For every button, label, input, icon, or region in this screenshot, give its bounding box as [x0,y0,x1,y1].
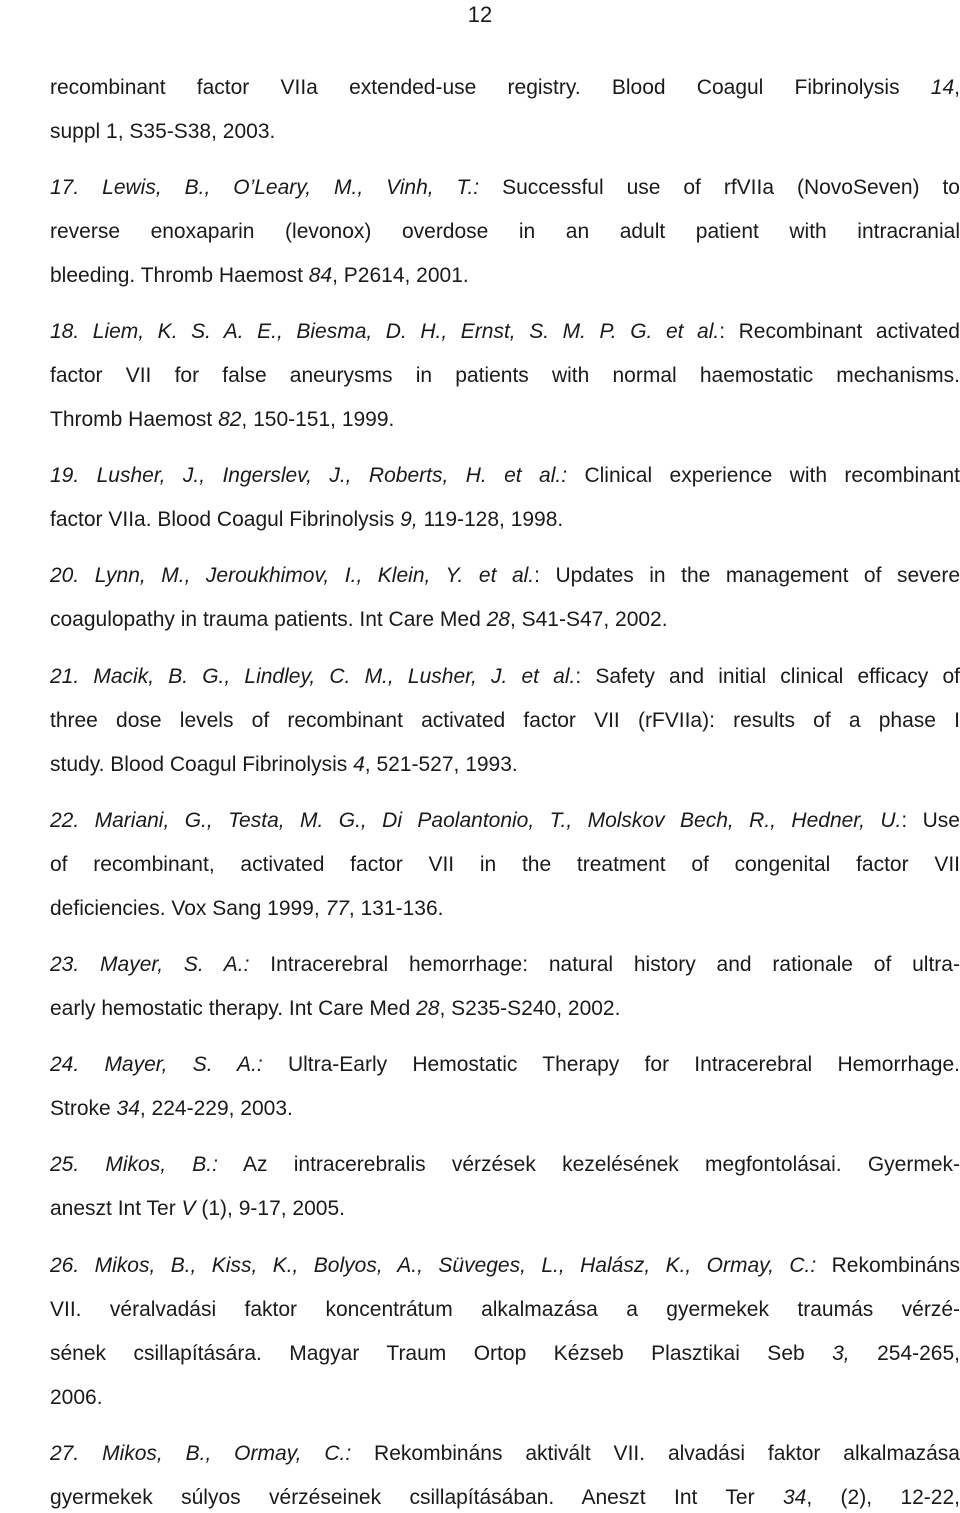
italic-text: 34 [782,1486,807,1509]
reference-line [50,1096,960,1122]
reference-line [50,1385,960,1411]
italic-text: 28 [416,997,440,1020]
reference-line [50,1152,960,1178]
text-run: , S41-S47, 2002. [509,608,668,631]
text-run: 254-265, [849,1342,960,1365]
text-run: Ultra-Early Hemostatic Therapy for Intracerebral Hemorrhage. [262,1053,960,1076]
italic-text: 9, [400,508,418,531]
text-run: suppl 1, S35-S38, 2003. [50,120,276,143]
reference-line [50,1341,960,1367]
text-run: sének csillapítására. Magyar Traum Ortop Kézseb Plasztikai Seb [50,1342,833,1365]
text-run: , 224-229, 2003. [139,1097,293,1120]
italic-text: 84 [308,264,333,287]
italic-text: 4 [353,753,365,776]
reference-line [50,752,960,778]
text-run: early hemostatic therapy. Int Care Med [50,997,417,1020]
text-run: Successful use of rfVIIa (NovoSeven) to [479,176,960,199]
reference-line [50,319,960,345]
text-run: bleeding. Thromb Haemost [50,264,309,287]
text-run: Intracerebral hemorrhage: natural history and rationale of ultra- [249,953,960,976]
italic-text: 24. Mayer, S. A.: [50,1053,263,1076]
text-run: gyermekek súlyos vérzéseinek csillapításában. Aneszt Int Ter [50,1486,783,1509]
reference-line [50,664,960,690]
text-run: , 521-527, 1993. [364,753,518,776]
text-run: factor VII for false aneurysms in patients with normal haemostatic mechanisms. [50,364,960,387]
italic-text: 28 [486,608,510,631]
reference-line [50,1297,960,1323]
text-run: , S235-S240, 2002. [439,997,621,1020]
italic-text: 25. Mikos, B.: [50,1153,218,1176]
italic-text: 77 [325,897,349,920]
reference-line [50,607,960,633]
text-run: of recombinant, activated factor VII in the treatment of congenital factor VII [50,853,960,876]
reference-line [50,708,960,734]
reference-line [50,563,960,589]
text-run: Rekombináns aktivált VII. alvadási faktor alkalmazása [351,1442,960,1465]
reference-line [50,1441,960,1467]
text-run: aneszt Int Ter [50,1197,182,1220]
italic-text: 18. Liem, K. S. A. E., Biesma, D. H., Ernst, S. M. P. G. et al. [50,320,720,343]
text-run: reverse enoxaparin (levonox) overdose in an adult patient with intracranial [50,220,960,243]
italic-text: 14 [930,76,955,99]
italic-text: 21. Macik, B. G., Lindley, C. M., Lusher, J. et al. [50,665,576,688]
reference-line [50,1253,960,1279]
reference-line [50,363,960,389]
text-run: study. Blood Coagul Fibrinolysis [50,753,354,776]
italic-text: 22. Mariani, G., Testa, M. G., Di Paolantonio, T., Molskov Bech, R., Hedner, U. [50,809,902,832]
reference-line [50,407,960,433]
text-run: : Updates in the management of severe [534,564,960,587]
text-run: deficiencies. Vox Sang 1999, [50,897,326,920]
reference-line [50,996,960,1022]
reference-line [50,507,960,533]
text-run: three dose levels of recombinant activated factor VII (rFVIIa): results of a phase I [50,709,960,732]
reference-line [50,463,960,489]
reference-line [50,896,960,922]
text-run: , [954,76,960,99]
text-run: VII. véralvadási faktor koncentrátum alkalmazása a gyermekek traumás vérzé- [50,1298,960,1321]
text-run: Stroke [50,1097,117,1120]
italic-text: 26. Mikos, B., Kiss, K., Bolyos, A., Süveges, L., Halász, K., Ormay, C.: [50,1254,817,1277]
text-run: , 150-151, 1999. [241,408,395,431]
reference-line [50,852,960,878]
reference-line [50,75,960,101]
italic-text: 34 [116,1097,140,1120]
italic-text: 27. Mikos, B., Ormay, C.: [50,1442,352,1465]
text-run: Clinical experience with recombinant [567,464,960,487]
page-number: 12 [467,2,493,27]
text-run: Az intracerebralis vérzések kezelésének megfontolásai. Gyermek- [217,1153,960,1176]
text-run: (1), 9-17, 2005. [195,1197,345,1220]
reference-line [50,952,960,978]
italic-text: 82 [218,408,242,431]
italic-text: V [181,1197,196,1220]
text-run: coagulopathy in trauma patients. Int Care Med [50,608,487,631]
text-run: recombinant factor VIIa extended-use registry. Blood Coagul Fibrinolysis [50,76,931,99]
reference-line [50,175,960,201]
text-run: factor VIIa. Blood Coagul Fibrinolysis [50,508,401,531]
text-run: Thromb Haemost [50,408,219,431]
italic-text: 19. Lusher, J., Ingerslev, J., Roberts, H. et al.: [50,464,568,487]
text-run: , (2), 12-22, [806,1486,960,1509]
text-run: , 131-136. [348,897,444,920]
text-run: , P2614, 2001. [332,264,469,287]
text-run: : Recombinant activated [719,320,960,343]
text-run: : Safety and initial clinical efficacy of [575,665,960,688]
text-run: Rekombináns [816,1254,960,1277]
italic-text: 20. Lynn, M., Jeroukhimov, I., Klein, Y. et al. [50,564,535,587]
reference-line [50,808,960,834]
reference-line [50,263,960,289]
italic-text: 3, [832,1342,850,1365]
italic-text: 23. Mayer, S. A.: [50,953,250,976]
reference-line [50,119,960,145]
text-run: 2006. [50,1386,103,1409]
italic-text: 17. Lewis, B., O’Leary, M., Vinh, T.: [50,176,480,199]
reference-line [50,1196,960,1222]
reference-line [50,1485,960,1511]
text-run: 119-128, 1998. [417,508,564,531]
reference-line [50,1052,960,1078]
reference-line [50,219,960,245]
text-run: : Use [901,809,960,832]
